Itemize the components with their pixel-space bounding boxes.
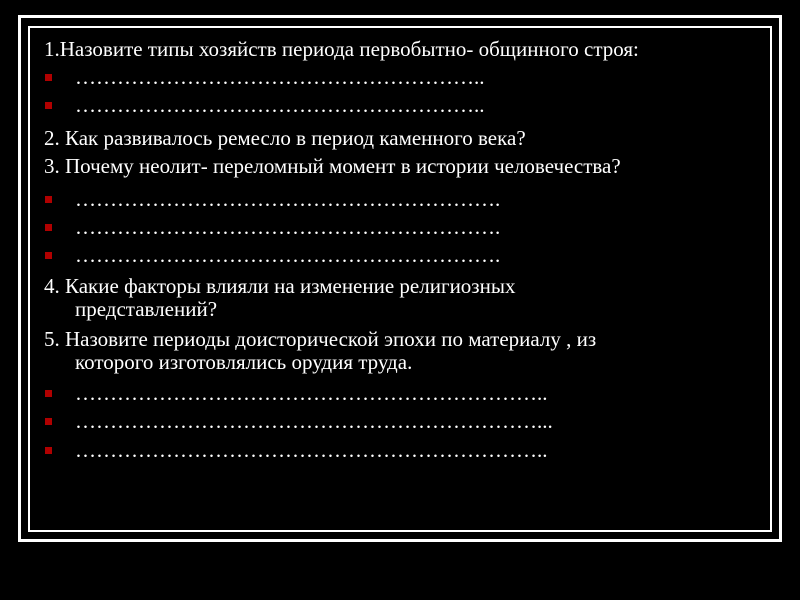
question-4-continued: представлений? xyxy=(75,297,218,321)
bullet-square-icon xyxy=(45,196,52,203)
answer-line xyxy=(44,382,548,405)
answer-dots: ……………………………………………………. xyxy=(75,187,501,211)
bullet-square-icon xyxy=(45,224,52,231)
answer-dots: ………………………………………………….. xyxy=(75,93,485,117)
answer-line xyxy=(44,66,485,89)
answer-dots: ………………………………………………………….. xyxy=(75,438,548,462)
question-4: 4. Какие факторы влияли на изменение религиозных xyxy=(44,274,516,298)
bullet-square-icon xyxy=(45,252,52,259)
bullet-square-icon xyxy=(45,74,52,81)
bullet-square-icon xyxy=(45,447,52,454)
question-5-continued: которого изготовлялись орудия труда. xyxy=(75,350,413,374)
answer-dots: ………………………………………………………….. xyxy=(75,381,548,405)
answer-dots: …………………………………………………………... xyxy=(75,409,553,433)
answer-line xyxy=(44,94,485,117)
answer-line xyxy=(44,439,548,462)
answer-dots: ……………………………………………………. xyxy=(75,215,501,239)
answer-dots: ……………………………………………………. xyxy=(75,243,501,267)
answer-line xyxy=(44,216,500,239)
bullet-square-icon xyxy=(45,418,52,425)
question-2: 2. Как развивалось ремесло в период каменного века? xyxy=(44,126,526,150)
question-5: 5. Назовите периоды доисторической эпохи по материалу , из xyxy=(44,327,597,351)
answer-line xyxy=(44,244,500,267)
question-1: 1.Назовите типы хозяйств периода первобытно- общинного строя: xyxy=(44,37,639,61)
answer-line xyxy=(44,410,553,433)
bullet-square-icon xyxy=(45,390,52,397)
answer-dots: ………………………………………………….. xyxy=(75,65,485,89)
bullet-square-icon xyxy=(45,102,52,109)
question-3: 3. Почему неолит- переломный момент в истории человечества? xyxy=(44,154,621,178)
answer-line xyxy=(44,188,500,211)
